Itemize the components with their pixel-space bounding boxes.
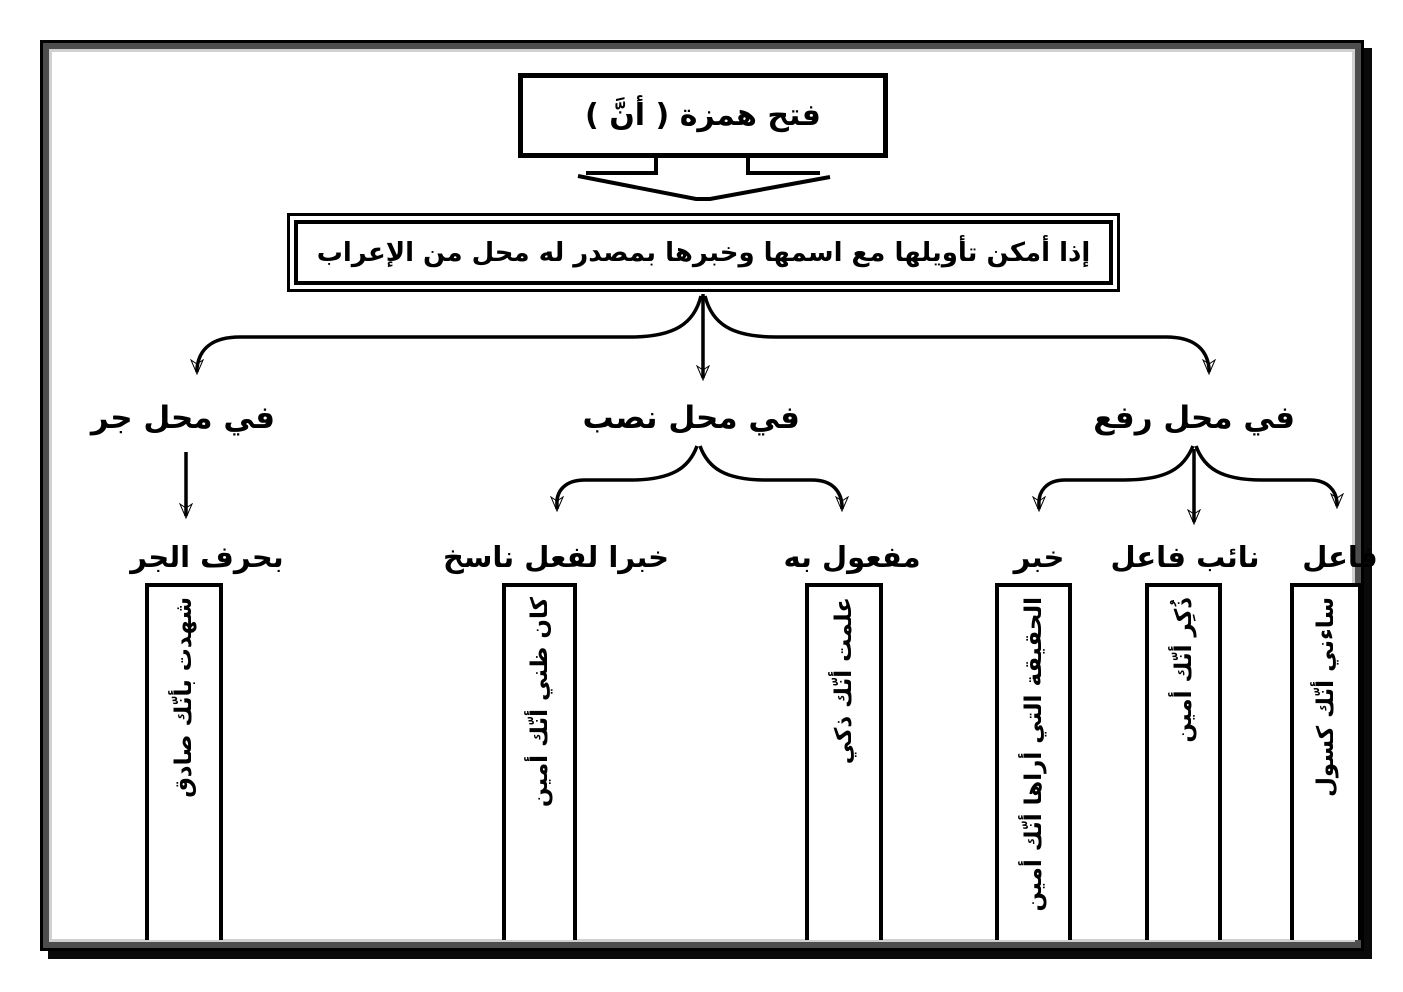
example-box-harf-jarr <box>145 583 223 940</box>
example-box-khabar <box>995 583 1072 940</box>
example-text-mafoul-bih: علمت أنّك ذكي <box>831 596 857 764</box>
arrow-nasb-left <box>557 446 697 509</box>
sub-label-fael: فاعل <box>1302 540 1378 574</box>
branch-label-nasb: في محل نصب <box>582 400 800 436</box>
condition-box <box>287 213 1120 292</box>
sub-label-mafoul-bih: مفعول به <box>783 540 921 574</box>
example-box-fael <box>1290 583 1362 940</box>
sub-label-khabar-nasikh: خبرا لفعل ناسخ <box>442 540 670 574</box>
arrow-main-left <box>197 296 701 372</box>
chevron-vee-icon <box>578 176 830 199</box>
example-text-fael: ساءني أنّك كسول <box>1313 596 1339 797</box>
example-text-khabar: الحقيقة التي أراها أنّك أمين <box>1020 596 1047 911</box>
branch-label-jarr: في محل جر <box>90 400 275 436</box>
example-box-mafoul-bih <box>805 583 883 940</box>
chevron-right-tab-icon <box>748 156 832 173</box>
arrow-rafe-right <box>1196 446 1337 506</box>
arrow-main-right <box>705 296 1209 372</box>
example-text-khabar-nasikh: كان ظني أنّك أمين <box>526 596 553 807</box>
title-text: فتح همزة ( أنَّ ) <box>585 98 821 133</box>
sub-label-harf-jarr: بحرف الجر <box>130 540 284 574</box>
condition-box-inner <box>294 220 1113 285</box>
branch-label-rafe: في محل رفع <box>1093 400 1295 436</box>
sub-label-naib-fael: نائب فاعل <box>1110 540 1260 574</box>
example-text-harf-jarr: شهدت بأنّك صادق <box>171 596 197 798</box>
arrow-nasb-right <box>700 446 842 509</box>
example-box-khabar-nasikh <box>502 583 577 940</box>
chevron-left-tab-icon <box>574 156 656 173</box>
example-text-naib-fael: ذُكِر أنّك أمين <box>1170 596 1197 743</box>
example-box-naib-fael <box>1145 583 1222 940</box>
condition-text: إذا أمكن تأويلها مع اسمها وخبرها بمصدر له محل من الإعراب <box>316 237 1091 268</box>
sub-label-khabar: خبر <box>1013 540 1065 574</box>
arrow-rafe-left <box>1039 446 1193 509</box>
title-box <box>518 73 888 158</box>
